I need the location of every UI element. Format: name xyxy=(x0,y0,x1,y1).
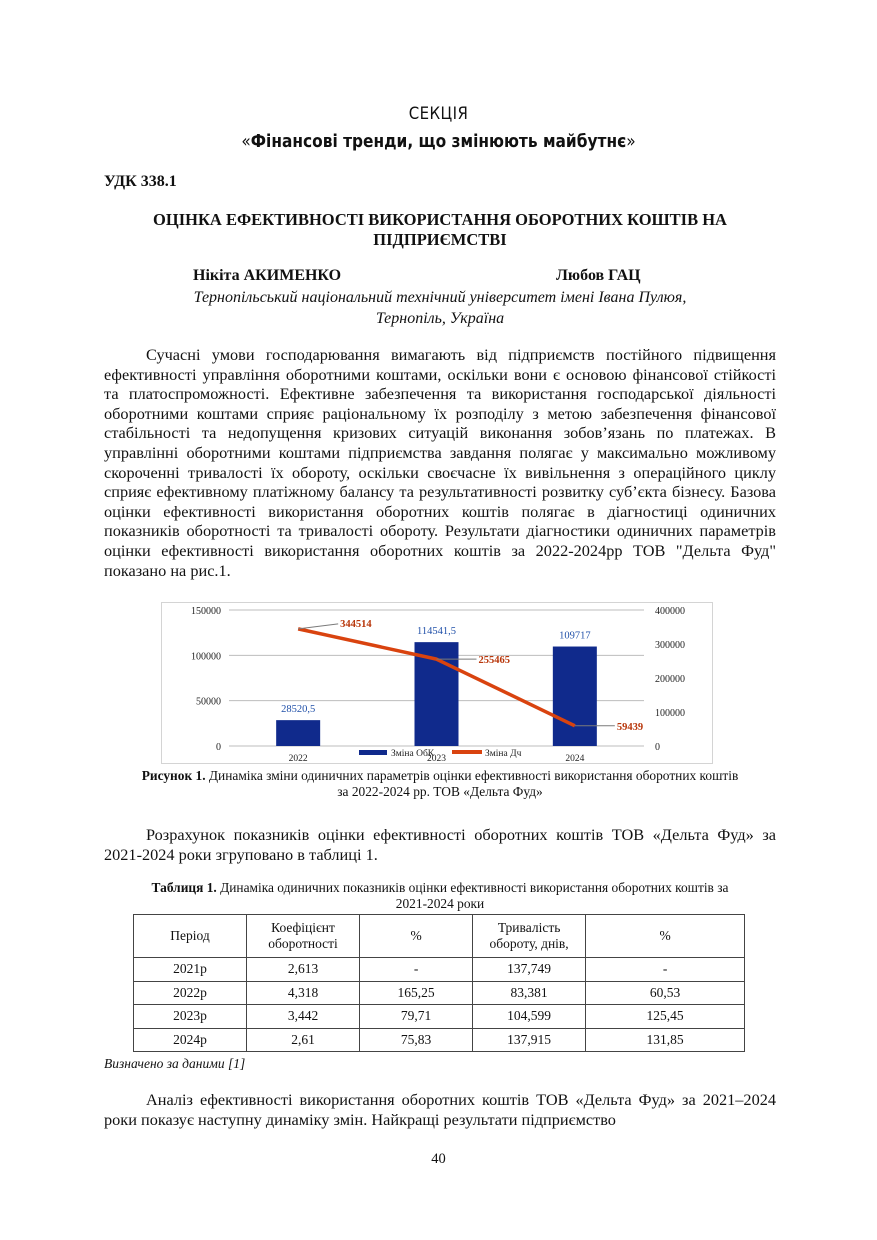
section-title-text: Фінансові тренди, що змінюють майбутнє xyxy=(250,132,627,152)
table-intro-text: Розрахунок показників оцінки ефективності оборотних коштів ТОВ «Дельта Фуд» за 2021-2024 роки згруповано в таблиці 1. xyxy=(104,825,776,864)
cell: 137,749 xyxy=(473,958,586,982)
table-caption-line-1 xyxy=(104,880,776,896)
legend-bar-swatch xyxy=(359,750,387,755)
cell: 104,599 xyxy=(473,1005,586,1029)
bar-data-label: 109717 xyxy=(559,630,591,642)
x-axis-tick: 2023 xyxy=(427,754,446,763)
leader-line xyxy=(298,624,338,629)
table-caption xyxy=(104,880,776,912)
line-data-label: 59439 xyxy=(616,721,644,733)
table-row xyxy=(134,1028,745,1052)
right-axis-tick: 100000 xyxy=(655,708,685,719)
udk-code: УДК 338.1 xyxy=(104,173,177,190)
right-axis-tick: 0 xyxy=(655,742,660,753)
bar xyxy=(276,720,320,746)
affiliation xyxy=(104,287,776,329)
intro-paragraph xyxy=(104,345,776,580)
bar-data-label: 28520,5 xyxy=(281,704,316,716)
intro-paragraph-text: Сучасні умови господарювання вимагають від підприємств постійного підвищення ефективності управління оборотними коштами, оскільки вони є основою фінансової стійкості та платоспроможності. Ефективне забезпечення та використання господарської діяльності оборотними коштами сприяє раціональному їх розподілу з метою забезпечення фінансової стабільності та недопущення кризових ситуацій виконання зобов’язань по платежах. В управлінні оборотними коштами підприємства завдання полягає у максимально можливому скороченні тривалості їх обороту, оскільки своєчасне їх вивільнення з операційного циклу сприяє ефективному платіжному балансу та результативності розвитку суб’єкта бізнесу. Базова оцінки ефективності використання оборотних коштів полягає в діагностиці одиничних показників оборотності та тривалості обороту. Результати діагностики одиничних параметрів оцінки ефективності використання оборотних коштів за 2022-2024рр ТОВ "Дельта Фуд" показано на рис.1. xyxy=(104,345,776,580)
x-axis-tick: 2022 xyxy=(288,754,308,763)
figure-caption-text: Динаміка зміни одиничних параметрів оцінки ефективності використання оборотних коштів xyxy=(205,768,739,783)
bar-data-label: 114541,5 xyxy=(417,626,456,638)
right-axis-tick: 300000 xyxy=(655,640,685,651)
line-data-label: 344514 xyxy=(340,618,372,630)
cell: 2024р xyxy=(134,1028,247,1052)
left-axis-tick: 50000 xyxy=(196,696,221,708)
table-row xyxy=(134,1005,745,1029)
analysis-paragraph-text: Аналіз ефективності використання оборотних коштів ТОВ «Дельта Фуд» за 2021–2024 роки показує наступну динаміку змін. Найкращі результати підприємство xyxy=(104,1090,776,1129)
cell: 75,83 xyxy=(360,1028,473,1052)
left-axis-tick: 100000 xyxy=(191,651,221,663)
figure-label: Рисунок 1. xyxy=(141,768,206,783)
section-label: СЕКЦІЯ xyxy=(408,104,469,124)
legend-line-label: Зміна Дч xyxy=(485,749,522,759)
table-row xyxy=(134,958,745,982)
cell: 2,613 xyxy=(247,958,360,982)
paper-title-line-1: ОЦІНКА ЕФЕКТИВНОСТІ ВИКОРИСТАННЯ ОБОРОТНИХ КОШТІВ НА xyxy=(153,210,727,229)
header-period: Період xyxy=(134,915,247,958)
figure-caption-line-1 xyxy=(104,768,776,784)
affiliation-line-1: Тернопільський національний технічний університет імені Івана Пулюя, xyxy=(193,289,687,306)
cell: 2021р xyxy=(134,958,247,982)
figure-caption-line-2: за 2022-2024 рр. ТОВ «Дельта Фуд» xyxy=(337,784,543,799)
cell: 2,61 xyxy=(247,1028,360,1052)
cell: - xyxy=(360,958,473,982)
bar xyxy=(553,647,597,746)
table-label: Таблиця 1. xyxy=(151,880,217,895)
table-intro-paragraph xyxy=(104,825,776,864)
cell: 125,45 xyxy=(586,1005,745,1029)
cell: 2022р xyxy=(134,981,247,1005)
table-source-note: Визначено за даними [1] xyxy=(104,1056,246,1071)
cell: - xyxy=(586,958,745,982)
header-turnover-days: Тривалість обороту, днів, xyxy=(473,915,586,958)
section-title xyxy=(53,132,825,152)
line-data-label: 255465 xyxy=(478,655,510,667)
header-percent-1: % xyxy=(360,915,473,958)
cell: 137,915 xyxy=(473,1028,586,1052)
legend-line-swatch xyxy=(452,750,482,754)
right-axis-tick: 400000 xyxy=(655,606,685,617)
figure-caption xyxy=(104,768,776,800)
affiliation-line-2: Тернопіль, Україна xyxy=(375,310,505,327)
paper-title xyxy=(104,210,776,250)
right-axis-tick: 200000 xyxy=(655,674,685,685)
table-caption-text: Динаміка одиничних показників оцінки ефективності використання оборотних коштів за xyxy=(216,880,729,895)
cell: 165,25 xyxy=(360,981,473,1005)
figure-1-chart xyxy=(161,602,713,764)
cell: 83,381 xyxy=(473,981,586,1005)
data-table xyxy=(133,914,745,1052)
left-axis-tick: 150000 xyxy=(191,606,221,617)
legend-bar-label: Зміна ОбК xyxy=(391,749,435,759)
left-axis-tick: 0 xyxy=(216,742,221,753)
cell: 131,85 xyxy=(586,1028,745,1052)
analysis-paragraph xyxy=(104,1090,776,1129)
cell: 60,53 xyxy=(586,981,745,1005)
cell: 3,442 xyxy=(247,1005,360,1029)
cell: 79,71 xyxy=(360,1005,473,1029)
close-quote: » xyxy=(626,132,636,152)
author-1: Нікіта АКИМЕНКО xyxy=(193,267,342,284)
cell: 4,318 xyxy=(247,981,360,1005)
table-row xyxy=(134,981,745,1005)
chart-canvas xyxy=(162,603,712,763)
paper-title-line-2: ПІДПРИЄМСТВІ xyxy=(373,230,507,249)
author-2: Любов ГАЦ xyxy=(556,267,641,284)
header-percent-2: % xyxy=(586,915,745,958)
cell: 2023р xyxy=(134,1005,247,1029)
page-number: 40 xyxy=(431,1151,446,1167)
table-caption-line-2: 2021-2024 роки xyxy=(395,896,485,911)
open-quote: « xyxy=(241,132,251,152)
table-header-row xyxy=(134,915,745,958)
x-axis-tick: 2024 xyxy=(565,754,585,763)
header-turnover-ratio: Коефіцієнт оборотності xyxy=(247,915,360,958)
